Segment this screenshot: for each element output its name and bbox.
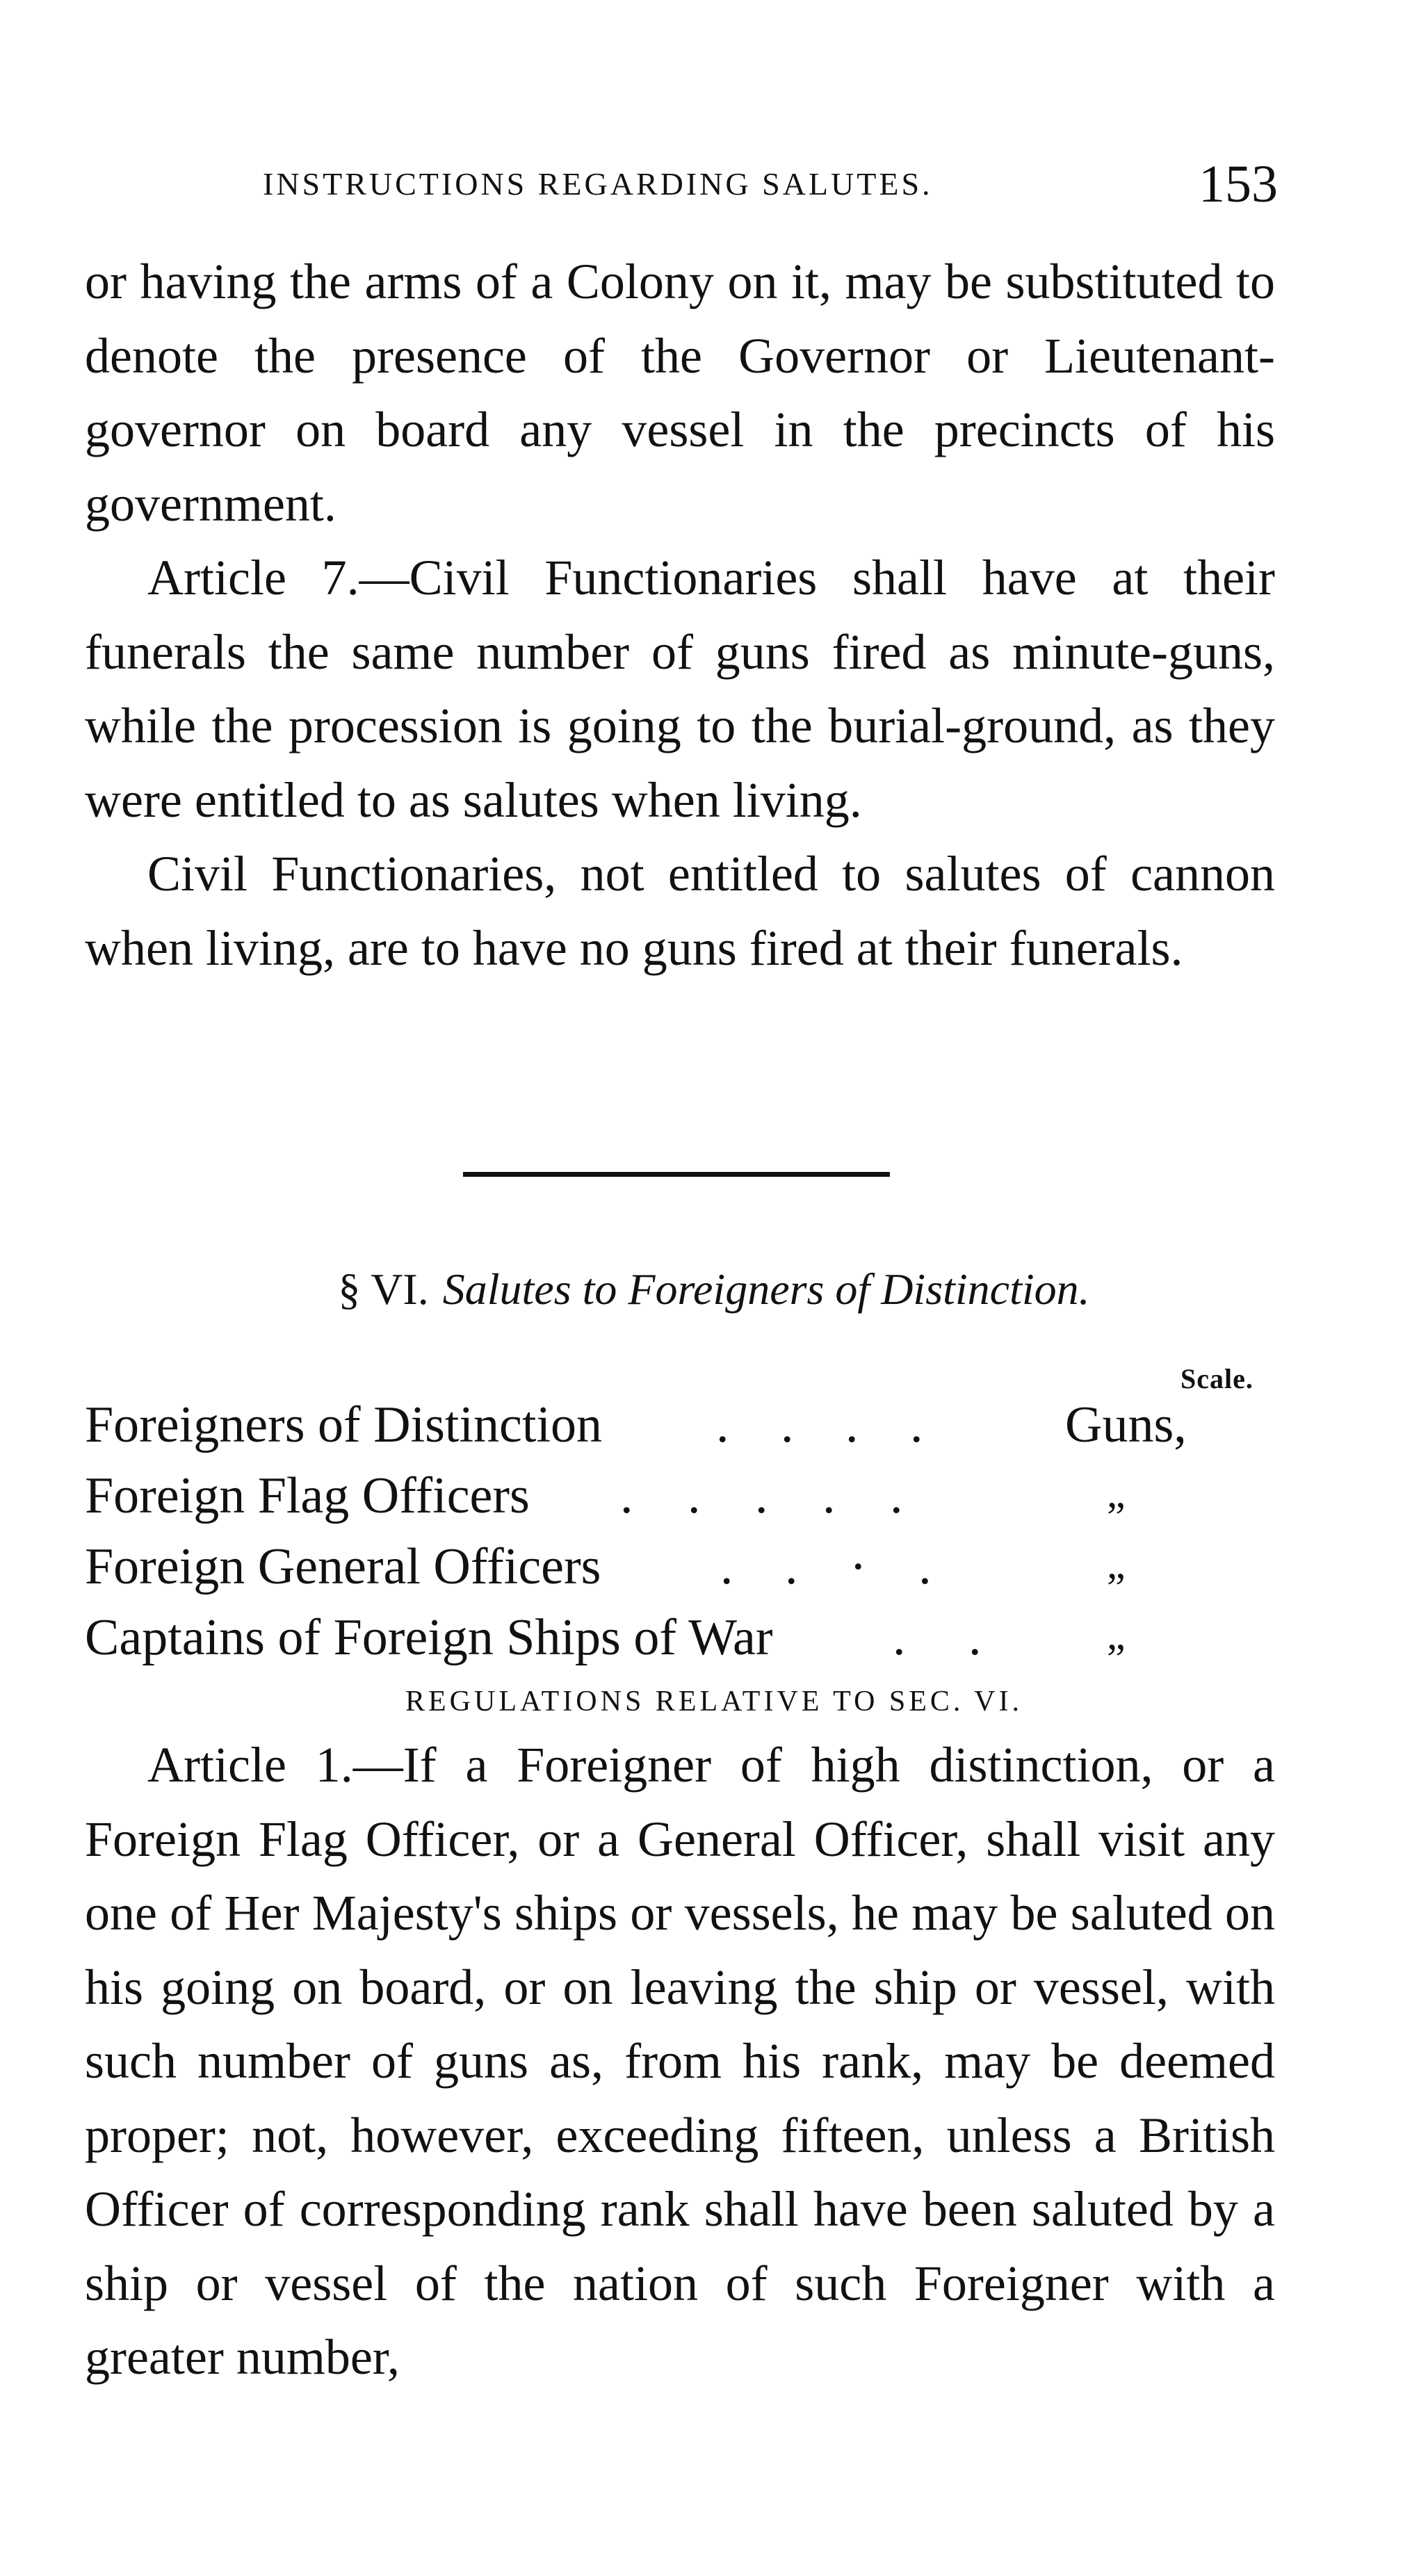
- leader-dots: . . . . .: [620, 1467, 924, 1524]
- scale-row-value: „: [1107, 1612, 1126, 1658]
- scale-column-header: Scale.: [1180, 1363, 1253, 1394]
- scale-row: [85, 1608, 1281, 1679]
- text-block-top: [85, 245, 1275, 985]
- page-number: 153: [1199, 155, 1278, 213]
- scale-row-name: Captains of Foreign Ships of War: [85, 1609, 773, 1666]
- running-title: INSTRUCTIONS REGARDING SALUTES.: [263, 166, 933, 202]
- scale-row-name: Foreign Flag Officers: [85, 1467, 530, 1524]
- leader-dots: . . . .: [716, 1396, 943, 1453]
- section-title: Salutes to Foreigners of Distinction.: [442, 1264, 1090, 1314]
- scale-row: [85, 1467, 1281, 1538]
- section-heading: [0, 1264, 1428, 1315]
- text-block-bottom: [85, 1728, 1275, 2395]
- paragraph-article-7: Article 7.—Civil Functionaries shall have at their funerals the same number of guns fired as minute-guns, while the procession is going to the burial-ground, as they were entitled to as salutes when living.: [85, 550, 1275, 828]
- scale-row-name: Foreigners of Distinction: [85, 1396, 603, 1453]
- scale-row-name: Foreign General Officers: [85, 1538, 601, 1595]
- leader-dots: . . · .: [720, 1538, 951, 1595]
- scale-table: [85, 1396, 1281, 1679]
- scale-row-value: „: [1107, 1541, 1126, 1587]
- scale-row: [85, 1538, 1281, 1608]
- scale-row-value: „: [1107, 1470, 1126, 1516]
- paragraph-civil-functionaries: Civil Functionaries, not entitled to salutes of cannon when living, are to have no guns fired at their funerals.: [85, 846, 1275, 976]
- scale-row-value: Guns,: [1065, 1396, 1187, 1453]
- scale-row: [85, 1396, 1281, 1467]
- paragraph-continuation: or having the arms of a Colony on it, may be substituted to denote the presence of the Governor or Lieutenant-governor on board any vessel in the precincts of his government.: [85, 254, 1275, 532]
- regulations-heading: REGULATIONS RELATIVE TO SEC. VI.: [405, 1686, 1023, 1718]
- section-number: § VI.: [338, 1264, 429, 1314]
- section-divider: [463, 1172, 890, 1177]
- paragraph-article-1: Article 1.—If a Foreigner of high distinction, or a Foreign Flag Officer, or a General Officer, shall visit any one of Her Majesty's ships or vessels, he may be saluted on his going on board, or on leaving the ship or vessel, with such number of guns as, from his rank, may be deemed proper; not, however, exceeding fifteen, unless a British Officer of corresponding rank shall have been saluted by a ship or vessel of the nation of such Foreigner with a greater number,: [85, 1737, 1275, 2385]
- leader-dots: . .: [893, 1609, 1007, 1666]
- running-head: [263, 155, 1278, 214]
